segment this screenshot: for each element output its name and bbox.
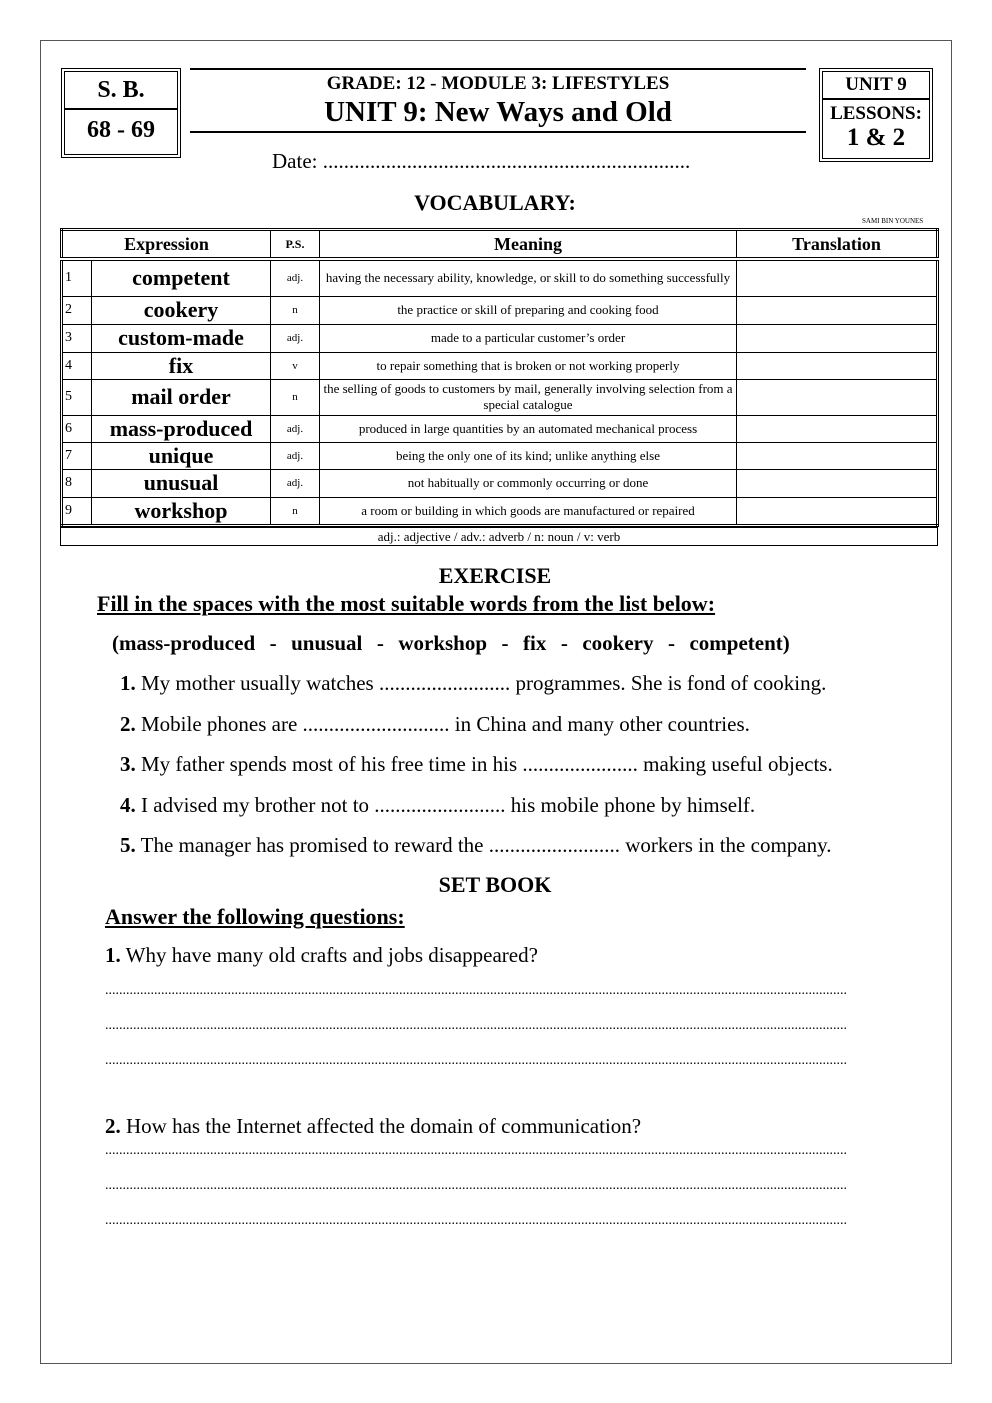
item-text: My mother usually watches ......................... programmes. She is fond of cooking. bbox=[141, 671, 827, 695]
lessons-value: 1 & 2 bbox=[846, 124, 906, 151]
item-text: The manager has promised to reward the ......................... workers in the company. bbox=[140, 833, 832, 857]
table-row bbox=[62, 497, 938, 525]
table-row bbox=[62, 442, 938, 469]
part-of-speech: adj. bbox=[271, 442, 320, 469]
meaning: not habitually or commonly occurring or done bbox=[320, 469, 737, 497]
exercise-item bbox=[120, 793, 755, 818]
set-book-title: SET BOOK bbox=[438, 872, 552, 897]
col-meaning: Meaning bbox=[320, 230, 737, 260]
answer-line[interactable]: .................................................................................................................................................................................................................... bbox=[105, 1178, 847, 1193]
part-of-speech: n bbox=[271, 379, 320, 415]
part-of-speech: adj. bbox=[271, 415, 320, 442]
part-of-speech: adj. bbox=[271, 469, 320, 497]
answer-line[interactable]: .................................................................................................................................................................................................................... bbox=[105, 983, 847, 998]
row-number: 2 bbox=[62, 296, 92, 324]
vocabulary-table bbox=[60, 228, 939, 527]
table-row bbox=[62, 352, 938, 379]
expression-word: cookery bbox=[92, 296, 271, 324]
set-book-instruction: Answer the following questions: bbox=[105, 904, 405, 929]
question-text: How has the Internet affected the domain of communication? bbox=[126, 1114, 642, 1138]
table-row bbox=[62, 296, 938, 324]
question-number: 2. bbox=[105, 1114, 121, 1138]
item-number: 5. bbox=[120, 833, 136, 857]
exercise-item bbox=[120, 671, 826, 696]
expression-word: unusual bbox=[92, 469, 271, 497]
translation-cell[interactable] bbox=[737, 296, 938, 324]
table-row bbox=[62, 379, 938, 415]
part-of-speech: v bbox=[271, 352, 320, 379]
translation-cell[interactable] bbox=[737, 497, 938, 525]
lessons-label: LESSONS: bbox=[830, 103, 922, 124]
student-book-box bbox=[61, 68, 181, 158]
part-of-speech: adj. bbox=[271, 324, 320, 352]
row-number: 6 bbox=[62, 415, 92, 442]
item-text: Mobile phones are ............................ in China and many other countries. bbox=[141, 711, 750, 736]
meaning: the selling of goods to customers by mail, generally involving selection from a special catalogue bbox=[320, 379, 737, 415]
exercise-item bbox=[120, 712, 750, 737]
table-header bbox=[62, 230, 938, 260]
row-number: 1 bbox=[62, 259, 92, 296]
item-number: 2. bbox=[120, 711, 136, 736]
meaning: to repair something that is broken or not working properly bbox=[320, 352, 737, 379]
date-field: Date: ...................................................................... bbox=[272, 149, 691, 173]
exercise-instruction: Fill in the spaces with the most suitable words from the list below: bbox=[97, 591, 716, 616]
word-list: (mass-produced - unusual - workshop - fix - cookery - competent) bbox=[112, 631, 790, 655]
meaning: having the necessary ability, knowledge, or skill to do something successfully bbox=[320, 259, 737, 296]
col-ps: P.S. bbox=[271, 230, 320, 260]
grade-line: GRADE: 12 - MODULE 3: LIFESTYLES bbox=[326, 73, 670, 94]
sb-label: S. B. bbox=[65, 72, 177, 110]
meaning: made to a particular customer’s order bbox=[320, 324, 737, 352]
translation-cell[interactable] bbox=[737, 379, 938, 415]
meaning: a room or building in which goods are manufactured or repaired bbox=[320, 497, 737, 525]
expression-word: mass-produced bbox=[92, 415, 271, 442]
expression-word: workshop bbox=[92, 497, 271, 525]
expression-word: custom-made bbox=[92, 324, 271, 352]
part-of-speech: n bbox=[271, 497, 320, 525]
col-translation: Translation bbox=[737, 230, 938, 260]
exercise-item bbox=[120, 752, 833, 777]
item-text: I advised my brother not to ......................... his mobile phone by himself. bbox=[141, 792, 756, 817]
expression-word: competent bbox=[92, 259, 271, 296]
lessons-cell bbox=[823, 100, 929, 158]
question bbox=[105, 943, 538, 968]
col-expression: Expression bbox=[62, 230, 271, 260]
vocabulary-title: VOCABULARY: bbox=[414, 190, 576, 215]
item-number: 3. bbox=[120, 752, 136, 776]
row-number: 3 bbox=[62, 324, 92, 352]
item-text: My father spends most of his free time in his ...................... making useful objects. bbox=[141, 752, 833, 776]
row-number: 4 bbox=[62, 352, 92, 379]
translation-cell[interactable] bbox=[737, 442, 938, 469]
table-row bbox=[62, 324, 938, 352]
row-number: 8 bbox=[62, 469, 92, 497]
answer-line[interactable]: .................................................................................................................................................................................................................... bbox=[105, 1053, 847, 1068]
unit-title: UNIT 9: New Ways and Old bbox=[324, 96, 672, 128]
answer-line[interactable]: .................................................................................................................................................................................................................... bbox=[105, 1143, 847, 1158]
translation-cell[interactable] bbox=[737, 352, 938, 379]
translation-cell[interactable] bbox=[737, 469, 938, 497]
translation-cell[interactable] bbox=[737, 324, 938, 352]
row-number: 7 bbox=[62, 442, 92, 469]
table-row bbox=[62, 469, 938, 497]
row-number: 9 bbox=[62, 497, 92, 525]
table-row bbox=[62, 259, 938, 296]
table-row bbox=[62, 415, 938, 442]
abbreviation-legend: adj.: adjective / adv.: adverb / n: noun / v: verb bbox=[60, 527, 938, 546]
meaning: being the only one of its kind; unlike anything else bbox=[320, 442, 737, 469]
translation-cell[interactable] bbox=[737, 415, 938, 442]
question-text: Why have many old crafts and jobs disappeared? bbox=[125, 943, 538, 967]
question bbox=[105, 1114, 641, 1139]
author-credit: SAMI BIN YOUNES bbox=[862, 217, 924, 225]
answer-line[interactable]: .................................................................................................................................................................................................................... bbox=[105, 1213, 847, 1228]
divider bbox=[190, 131, 806, 133]
divider bbox=[190, 68, 806, 70]
translation-cell[interactable] bbox=[737, 259, 938, 296]
expression-word: unique bbox=[92, 442, 271, 469]
item-number: 4. bbox=[120, 792, 136, 817]
unit-box bbox=[819, 68, 933, 162]
item-number: 1. bbox=[120, 671, 136, 695]
meaning: produced in large quantities by an automated mechanical process bbox=[320, 415, 737, 442]
part-of-speech: adj. bbox=[271, 259, 320, 296]
exercise-item bbox=[120, 833, 832, 858]
sb-pages: 68 - 69 bbox=[87, 117, 155, 143]
answer-line[interactable]: .................................................................................................................................................................................................................... bbox=[105, 1018, 847, 1033]
row-number: 5 bbox=[62, 379, 92, 415]
part-of-speech: n bbox=[271, 296, 320, 324]
meaning: the practice or skill of preparing and cooking food bbox=[320, 296, 737, 324]
exercise-title: EXERCISE bbox=[438, 563, 552, 588]
unit-label: UNIT 9 bbox=[823, 72, 929, 100]
question-number: 1. bbox=[105, 943, 121, 967]
expression-word: fix bbox=[92, 352, 271, 379]
expression-word: mail order bbox=[92, 379, 271, 415]
